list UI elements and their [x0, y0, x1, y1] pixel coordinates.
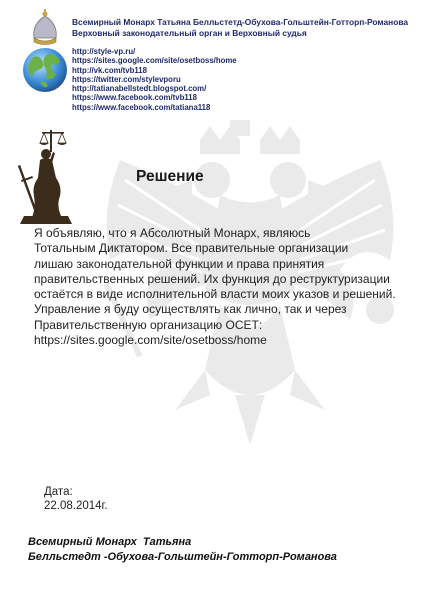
- date-block: [44, 485, 108, 513]
- link-google-sites[interactable]: https://sites.google.com/site/osetboss/home: [72, 56, 237, 66]
- link-style-vp[interactable]: http://style-vp.ru/: [72, 47, 136, 56]
- link-facebook-tvb118[interactable]: https://www.facebook.com/tvb118: [72, 93, 197, 103]
- date-label: Дата:: [44, 486, 73, 498]
- lady-justice-statue-icon: [14, 120, 88, 226]
- signature-line-1: Всемирный Монарх Татьяна: [28, 536, 192, 548]
- body-line: Тотальным Диктатором. Все правительные организации: [34, 241, 349, 256]
- header: [72, 17, 417, 39]
- link-vk[interactable]: http://vk.com/tvb118: [72, 65, 147, 75]
- signature-line-2: Белльстедт -Обухова-Гольштейн-Готторп-Романова: [28, 550, 337, 563]
- header-subtitle: Верховный законодательный орган и Верховный судья: [72, 28, 307, 38]
- signature: [28, 535, 337, 564]
- link-facebook-tatiana118[interactable]: https://www.facebook.com/tatiana118: [72, 102, 211, 112]
- body-line: Правительственную организацию ОСЕТ:: [34, 317, 263, 332]
- body-link[interactable]: https://sites.google.com/site/osetboss/home: [34, 333, 267, 348]
- body-line: Я объявляю, что я Абсолютный Монарх, являюсь: [34, 226, 311, 240]
- header-title: Всемирный Монарх Татьяна Белльстетд-Обухова-Гольштейн-Готторп-Романова: [72, 17, 409, 27]
- link-twitter[interactable]: https://twitter.com/stylevporu: [72, 74, 181, 84]
- body-line: лишаю законодательной функции и права принятия: [34, 256, 325, 271]
- header-links: [72, 47, 237, 112]
- crowned-globe-icon: [20, 8, 70, 102]
- body-line: правительственных решений. Их функция до реструктуризации: [34, 271, 390, 286]
- document-title: Решение: [136, 168, 204, 185]
- body-line: остаётся в виде исполнительной власти моих указов и решений.: [34, 287, 396, 302]
- link-blogspot[interactable]: http://tatianabellstedt.blogspot.com/: [72, 84, 207, 94]
- date-value: 22.08.2014г.: [44, 500, 108, 512]
- body-line: Управление я буду осуществлять как лично, так и через: [34, 302, 347, 317]
- document-body: [34, 226, 420, 348]
